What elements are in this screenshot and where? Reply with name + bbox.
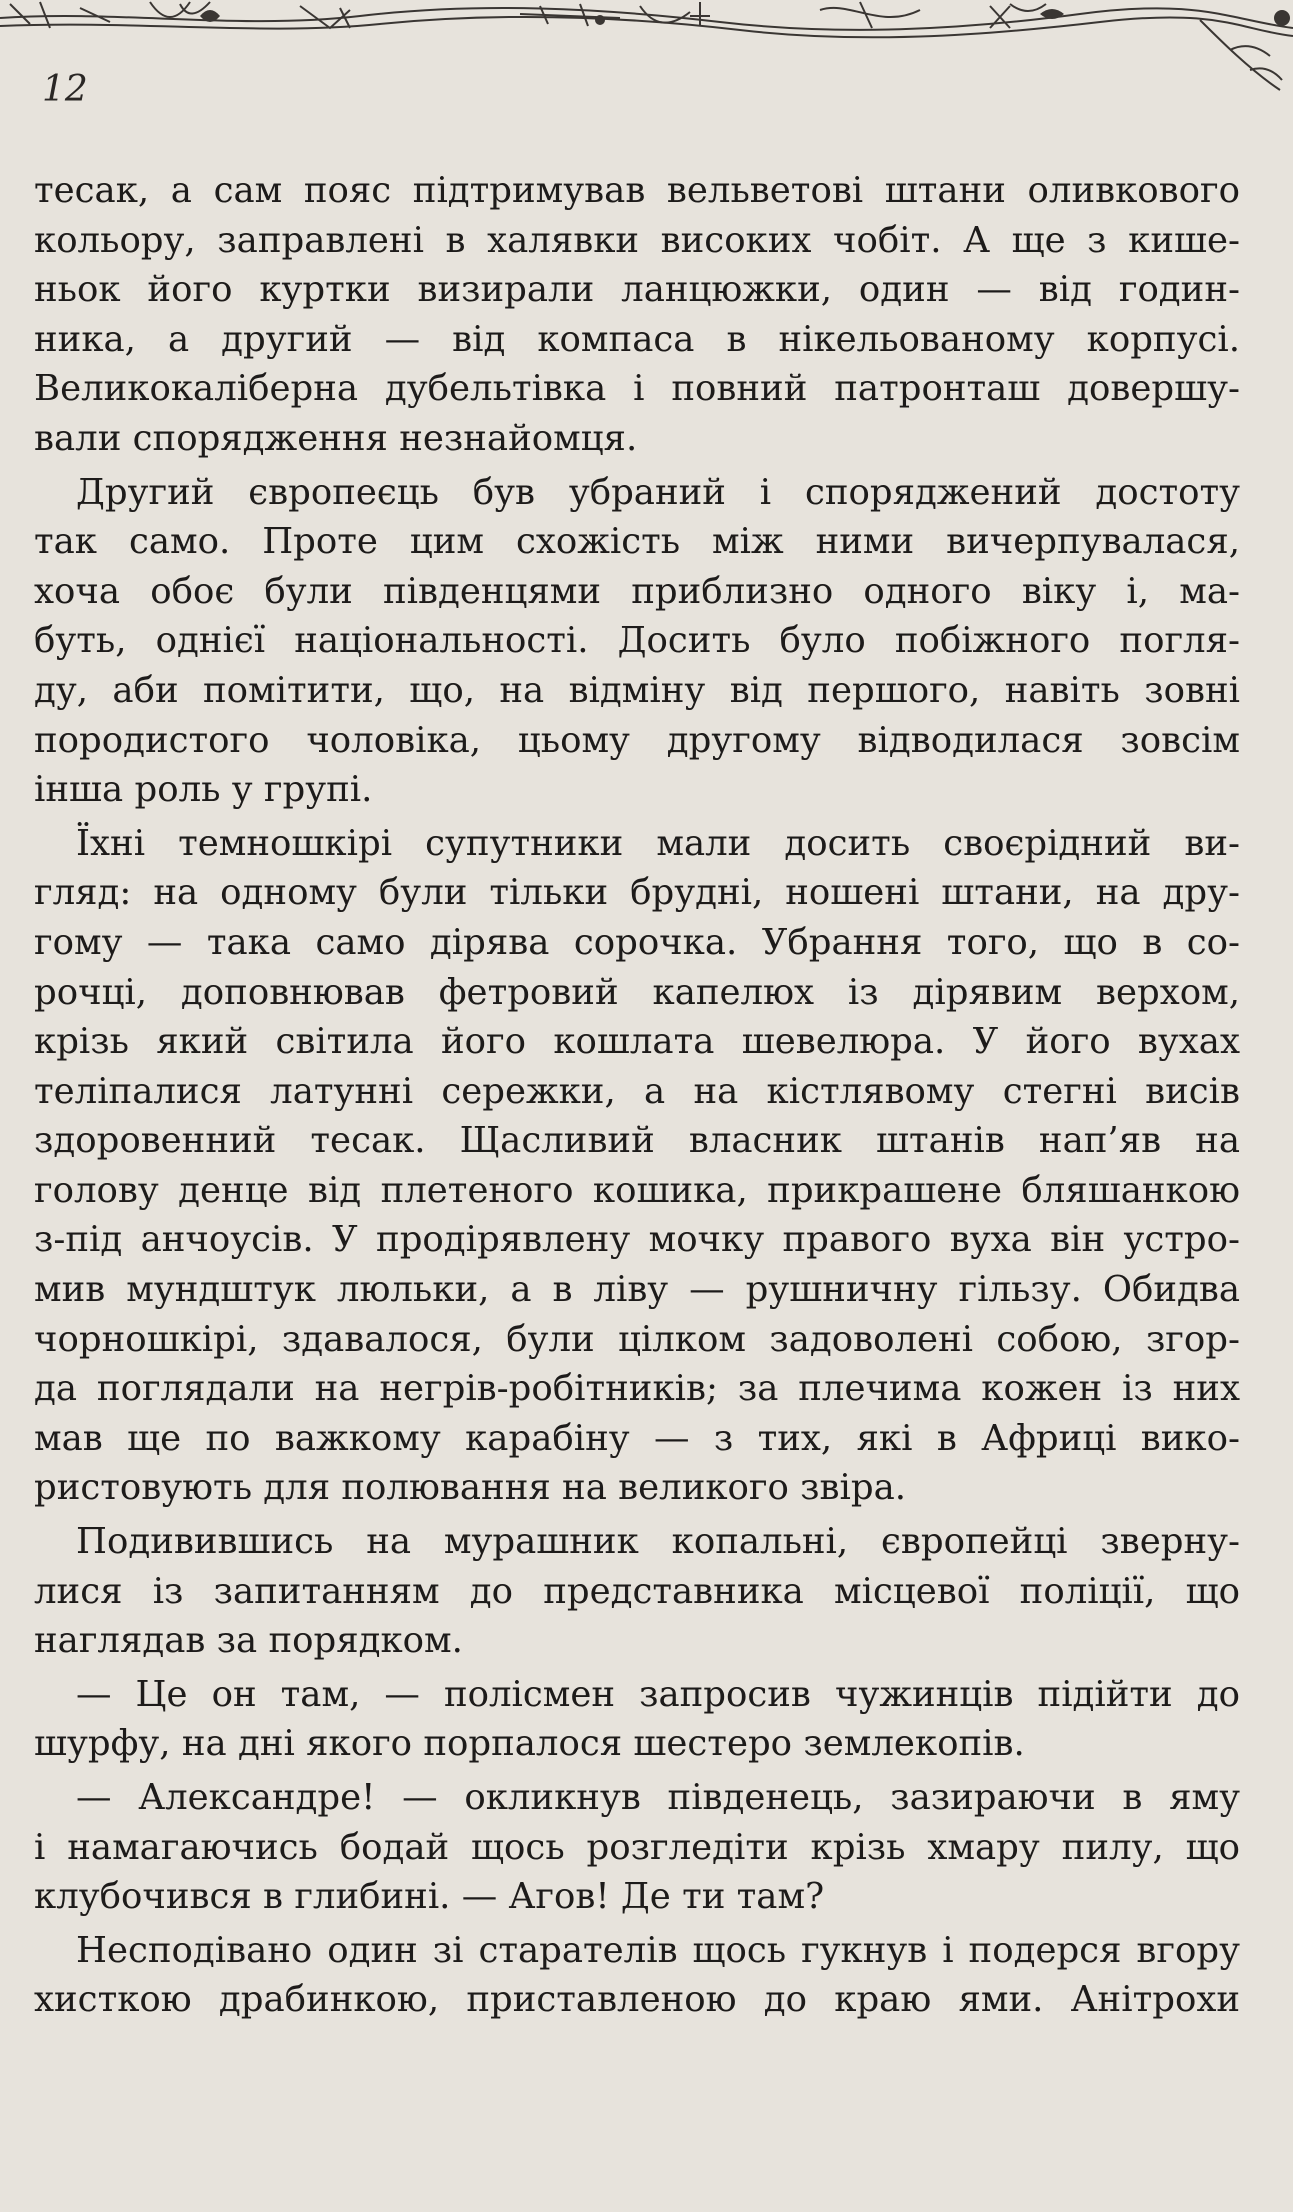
paragraph — [34, 1517, 1240, 1666]
text-line: Великокаліберна дубельтівка і повний патронташ довершу- — [34, 368, 1240, 410]
text-line: чорношкірі, здавалося, були цілком задоволені собою, згор- — [34, 1318, 1240, 1360]
paragraph — [34, 468, 1240, 815]
text-line: буть, однієї національності. Досить було побіжного погля- — [34, 620, 1240, 662]
text-line: рочці, доповнював фетровий капелюх із дірявим верхом, — [34, 971, 1240, 1013]
text-line: кольору, заправлені в халявки високих чобіт. А ще з кише- — [34, 219, 1240, 261]
text-line: хисткою драбинкою, приставленою до краю ями. Анітрохи — [34, 1979, 1240, 2021]
text-line: крізь який світила його кошлата шевелюра. У його вухах — [34, 1021, 1240, 1063]
text-line: інша роль у групі. — [34, 769, 373, 811]
text-line: — Це он там, — полісмен запросив чужинців підійти до — [76, 1673, 1240, 1715]
paragraph — [34, 819, 1240, 1513]
text-line: породистого чоловіка, цьому другому відводилася зовсім — [34, 719, 1240, 761]
text-line: мав ще по важкому карабіну — з тих, які в Африці вико- — [34, 1417, 1240, 1459]
text-line: ду, аби помітити, що, на відміну від першого, навіть зовні — [34, 669, 1240, 711]
paragraph — [34, 1926, 1240, 2025]
text-line: тесак, а сам пояс підтримував вельветові штани оливкового — [34, 170, 1240, 211]
text-line: з-під анчоусів. У продірявлену мочку правого вуха він устро- — [34, 1219, 1240, 1261]
text-line: шурфу, на дні якого порпалося шестеро землекопів. — [34, 1723, 1025, 1765]
text-line: гляд: на одному були тільки брудні, ношені штани, на дру- — [34, 872, 1240, 914]
text-line: голову денце від плетеного кошика, прикрашене бляшанкою — [34, 1169, 1240, 1211]
text-line: вали спорядження незнайомця. — [34, 417, 638, 459]
text-line: клубочився в глибині. — Агов! Де ти там? — [34, 1876, 825, 1918]
text-line: Несподівано один зі старателів щось гукнув і подерся вгору — [76, 1929, 1240, 1971]
text-line: хоча обоє були південцями приблизно одного віку і, ма- — [34, 570, 1240, 612]
paragraph — [34, 1670, 1240, 1769]
text-line: так само. Проте цим схожість між ними вичерпувалася, — [34, 521, 1240, 563]
text-line: да поглядали на негрів-робітників; за плечима кожен із них — [34, 1368, 1240, 1410]
text-line: наглядав за порядком. — [34, 1620, 463, 1662]
text-line: Їхні темношкірі супутники мали досить своєрідний ви- — [76, 822, 1240, 864]
body-text — [34, 166, 1240, 2025]
text-line: мив мундштук люльки, а в ліву — рушничну гільзу. Обидва — [34, 1269, 1240, 1311]
paragraph — [34, 166, 1240, 464]
text-line: гому — така само дірява сорочка. Убрання того, що в со- — [34, 921, 1240, 963]
paragraph — [34, 1773, 1240, 1922]
text-line: теліпалися латунні сережки, а на кістлявому стегні висів — [34, 1070, 1240, 1112]
text-line: — Александре! — окликнув південець, зазираючи в яму — [76, 1777, 1240, 1818]
text-line: Подивившись на мурашник копальні, європейці зверну- — [76, 1521, 1240, 1563]
text-line: Другий європеєць був убраний і споряджений достоту — [76, 471, 1240, 513]
text-line: і намагаючись бодай щось розгледіти крізь хмару пилу, що — [34, 1826, 1240, 1868]
text-line: ньок його куртки визирали ланцюжки, один — від годин- — [34, 269, 1240, 311]
text-line: ника, а другий — від компаса в нікельованому корпусі. — [34, 318, 1240, 360]
text-line: ристовують для полювання на великого звіра. — [34, 1467, 907, 1509]
page-number: 12 — [42, 69, 88, 110]
decorative-header-ornament — [0, 0, 1293, 110]
text-line: лися із запитанням до представника місцевої поліції, що — [34, 1570, 1240, 1612]
text-line: здоровенний тесак. Щасливий власник штанів нап’яв на — [34, 1120, 1240, 1162]
